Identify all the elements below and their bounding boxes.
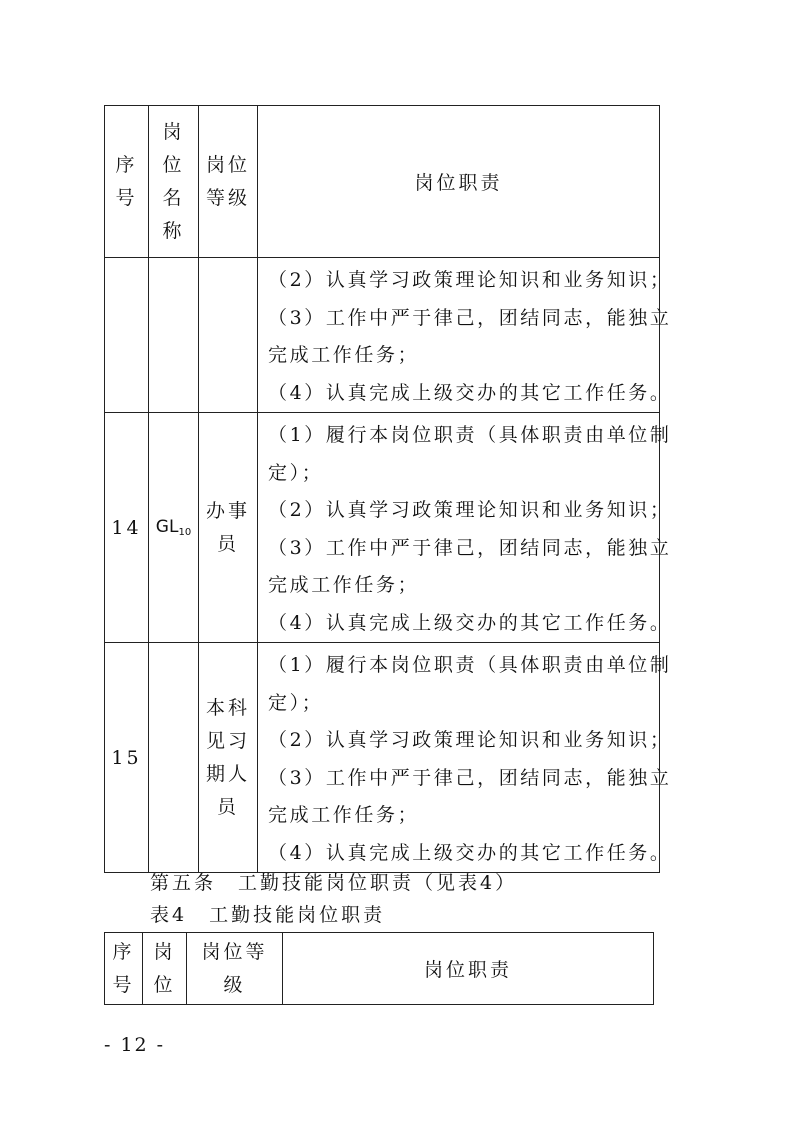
header-post: 岗 位 xyxy=(143,933,187,1005)
row-post-grade: 本科 见习 期人 员 xyxy=(199,643,258,873)
article-5-heading: 第五条 工勤技能岗位职责（见表4） xyxy=(150,872,518,894)
header-post-grade: 岗位等 级 xyxy=(187,933,283,1005)
row-post-grade: 办事 员 xyxy=(199,413,258,643)
header-no: 序 号 xyxy=(105,106,149,258)
table-row xyxy=(105,413,660,643)
row-post-name xyxy=(149,258,199,413)
duty-table xyxy=(104,105,672,873)
header-post-name: 岗 位 名 称 xyxy=(149,106,199,258)
header-post-grade: 岗位 等级 xyxy=(199,106,258,258)
row-no xyxy=(105,258,149,413)
row-post-name xyxy=(149,643,199,873)
row-duties: （2）认真学习政策理论知识和业务知识； （3）工作中严于律己，团结同志，能独立 完成工作任务； （4）认真完成上级交办的其它工作任务。 xyxy=(258,258,660,413)
table-4-caption: 表4 工勤技能岗位职责 xyxy=(150,904,386,926)
header-duty: 岗位职责 xyxy=(258,106,660,258)
table-4 xyxy=(104,932,654,1005)
row-no: 15 xyxy=(105,643,149,873)
row-no: 14 xyxy=(105,413,149,643)
table-header-row xyxy=(105,106,660,258)
row-post-grade xyxy=(199,258,258,413)
page-number: - 12 - xyxy=(104,1034,166,1056)
row-duties: （1）履行本岗位职责（具体职责由单位制 定）； （2）认真学习政策理论知识和业务知识； （3）工作中严于律己，团结同志，能独立 完成工作任务； （4）认真完成上级交办的其它工作任务。 xyxy=(258,643,660,873)
header-duty: 岗位职责 xyxy=(283,933,654,1005)
table-row xyxy=(105,258,660,413)
row-post-name: $GL_{10}$ xyxy=(149,413,199,643)
table-header-row xyxy=(105,933,654,1005)
table-row xyxy=(105,643,660,873)
header-no: 序 号 xyxy=(105,933,143,1005)
row-duties: （1）履行本岗位职责（具体职责由单位制 定）； （2）认真学习政策理论知识和业务知识； （3）工作中严于律己，团结同志，能独立 完成工作任务； （4）认真完成上级交办的其它工作任务。 xyxy=(258,413,660,643)
